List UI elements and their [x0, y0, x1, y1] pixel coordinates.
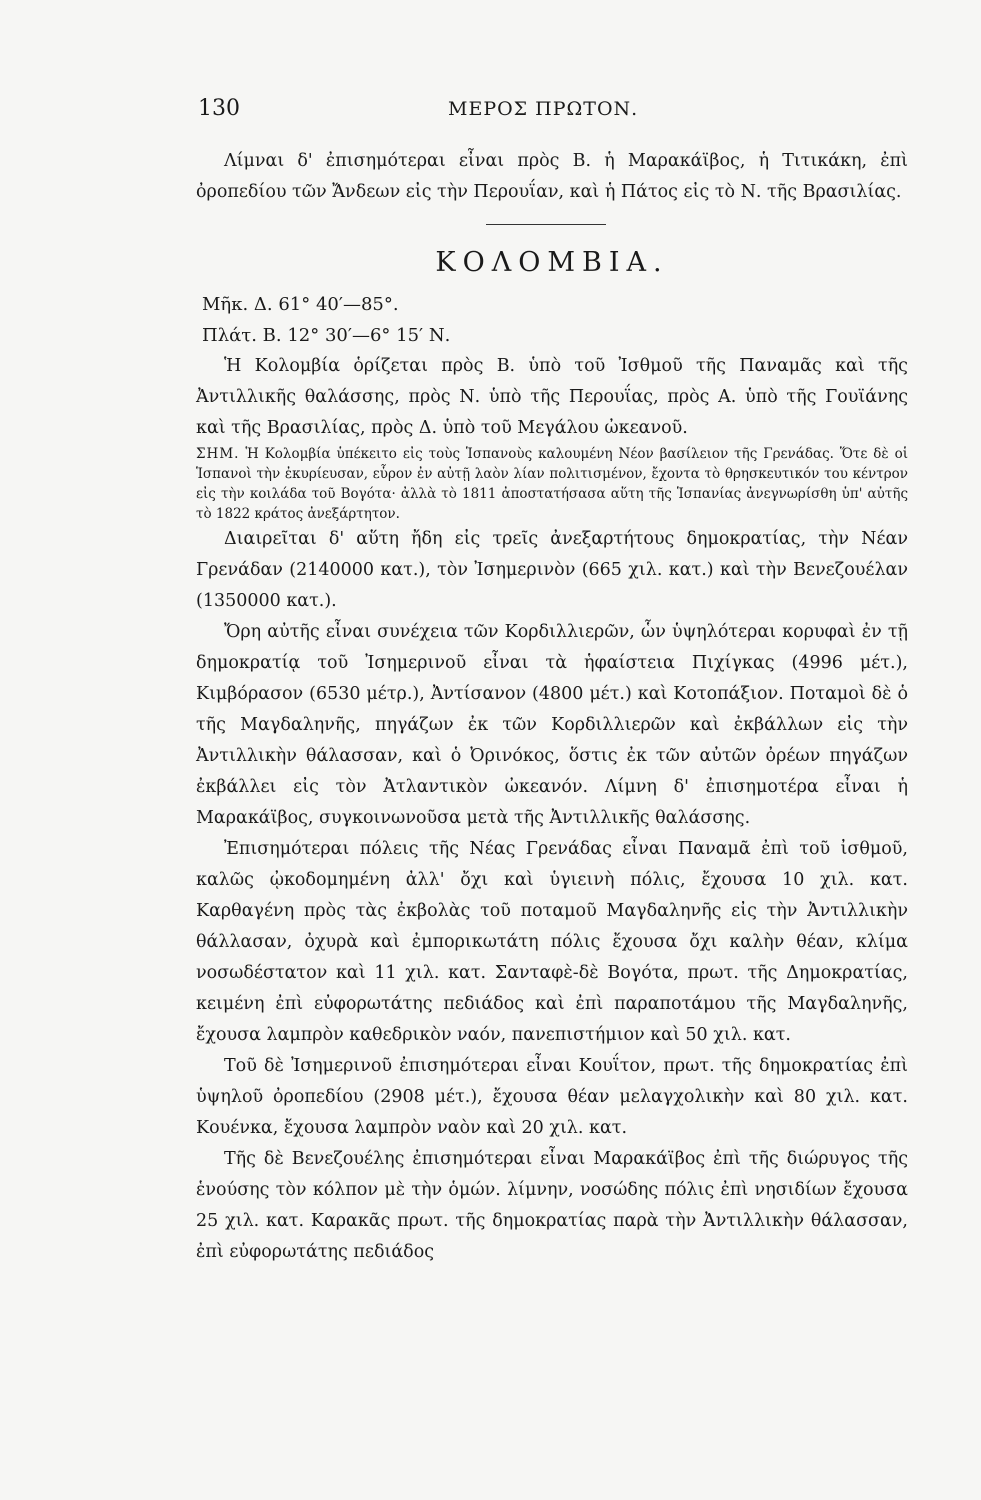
page-body	[196, 146, 908, 1268]
division-paragraph: Διαιρεῖται δ' αὕτη ἤδη εἰς τρεῖς ἀνεξαρτήτους δημοκρατίας, τὴν Νέαν Γρενάδαν (2140000 κατ.), τὸν Ἰσημερινὸν (665 χιλ. κατ.) καὶ τὴν Βενεζουέλαν (1350000 κατ.).	[196, 529, 908, 611]
longitude-line: Μῆκ. Δ. 61° 40′—85°.	[202, 294, 399, 315]
venezuela-cities-paragraph: Τῆς δὲ Βενεζουέλης ἐπισημότεραι εἶναι Μαρακάϊβος ἐπὶ τῆς διώρυγος τῆς ἑνούσης τὸν κόλπον μὲ τὴν ὁμών. λίμνην, νοσώδης πόλις ἐπὶ νησιδίων ἔχουσα 25 χιλ. κατ. Καρακᾶς πρωτ. τῆς δημοκρατίας παρὰ τὴν Ἀντιλλικὴν θάλασσαν, ἐπὶ εὐφορωτάτης πεδιάδος	[196, 1149, 908, 1262]
ecuador-cities-paragraph: Τοῦ δὲ Ἰσημερινοῦ ἐπισημότεραι εἶναι Κουΐτον, πρωτ. τῆς δημοκρατίας ἐπὶ ὑψηλοῦ ὀροπεδίου (2908 μέτ.), ἔχουσα θέαν μελαγχολικὴν καὶ 80 χιλ. κατ. Κουένκα, ἔχουσα λαμπρὸν ναὸν καὶ 20 χιλ. κατ.	[196, 1056, 908, 1138]
running-title: ΜΕΡΟΣ ΠΡΩΤΟΝ.	[448, 98, 639, 120]
section-title: ΚΟΛΟΜΒΙΑ.	[435, 247, 669, 278]
note-text: Ἡ Κολομβία ὑπέκειτο εἰς τοὺς Ἱσπανοὺς καλουμένη Νέον βασίλειον τῆς Γρενάδας. Ὅτε δὲ οἱ Ἱσπανοὶ τὴν ἐκυρίευσαν, εὗρον ἐν αὐτῇ λαὸν λίαν πολιτισμένον, ἔχοντα τὸ θρησκευτικόν του κέντρον εἰς τὴν κοιλάδα τοῦ Βογότα· ἀλλὰ τὸ 1811 ἀποστατήσασα αὕτη τῆς Ἱσπανίας ἀνεγνωρίσθη ὑπ' αὐτῆς τὸ 1822 κράτος ἀνεξάρτητον.	[196, 446, 908, 522]
page-number: 130	[198, 96, 240, 121]
note-label: ΣΗΜ.	[196, 446, 240, 462]
mountains-paragraph: Ὄρη αὐτῆς εἶναι συνέχεια τῶν Κορδιλλιερῶν, ὧν ὑψηλότεραι κορυφαὶ ἐν τῇ δημοκρατίᾳ τοῦ Ἰσημερινοῦ εἶναι τὰ ἡφαίστεια Πιχίγκας (4996 μέτ.), Κιμβόρασον (6530 μέτρ.), Ἀντίσανον (4800 μέτ.) καὶ Κοτοπάξιον. Ποταμοὶ δὲ ὁ τῆς Μαγδαληνῆς, πηγάζων ἐκ τῶν Κορδιλλιερῶν καὶ ἐκβάλλων εἰς τὴν Ἀντιλλικὴν θάλασσαν, καὶ ὁ Ὀρινόκος, ὅστις ἐκ τῶν αὐτῶν ὀρέων πηγάζων ἐκβάλλει εἰς τὸν Ἀτλαντικὸν ὠκεανόν. Λίμνη δ' ἐπισημοτέρα εἶναι ἡ Μαρακάϊβος, συγκοινωνοῦσα μετὰ τῆς Ἀντιλλικῆς θαλάσσης.	[196, 622, 908, 828]
page-header	[198, 96, 898, 126]
grenada-cities-paragraph: Ἐπισημότεραι πόλεις τῆς Νέας Γρενάδας εἶναι Παναμᾶ ἐπὶ τοῦ ἰσθμοῦ, καλῶς ᾠκοδομημένη ἀλλ' ὄχι καὶ ὑγιεινὴ πόλις, ἔχουσα 10 χιλ. κατ. Καρθαγένη πρὸς τὰς ἐκβολὰς τοῦ ποταμοῦ Μαγδαληνῆς εἰς τὴν Ἀντιλλικὴν θάλλασαν, ὀχυρὰ καὶ ἐμπορικωτάτη πόλις ἔχουσα ὄχι καλὴν θέαν, κλίμα νοσωδέστατον καὶ 11 χιλ. κατ. Σανταφὲ-δὲ Βογότα, πρωτ. τῆς Δημοκρατίας, κειμένη ἐπὶ εὐφορωτάτης πεδιάδος καὶ ἐπὶ παραποτάμου τῆς Μαγδαληνῆς, ἔχουσα λαμπρὸν καθεδρικὸν ναόν, πανεπιστήμιον καὶ 50 χιλ. κατ.	[196, 839, 908, 1045]
intro-paragraph: Λίμναι δ' ἐπισημότεραι εἶναι πρὸς Β. ἡ Μαρακάϊβος, ἡ Τιτικάκη, ἐπὶ ὀροπεδίου τῶν Ἄνδεων εἰς τὴν Περουΐαν, καὶ ἡ Πάτος εἰς τὸ Ν. τῆς Βρασιλίας.	[196, 151, 908, 202]
section-divider	[486, 224, 606, 225]
latitude-line: Πλάτ. Β. 12° 30′—6° 15′ Ν.	[202, 325, 451, 346]
borders-paragraph: Ἡ Κολομβία ὁρίζεται πρὸς Β. ὑπὸ τοῦ Ἰσθμοῦ τῆς Παναμᾶς καὶ τῆς Ἀντιλλικῆς θαλάσσης, πρὸς Ν. ὑπὸ τῆς Περουΐας, πρὸς Α. ὑπὸ τῆς Γουϊάνης καὶ τῆς Βρασιλίας, πρὸς Δ. ὑπὸ τοῦ Μεγάλου ὠκεανοῦ.	[196, 356, 908, 438]
note-paragraph	[196, 444, 908, 524]
